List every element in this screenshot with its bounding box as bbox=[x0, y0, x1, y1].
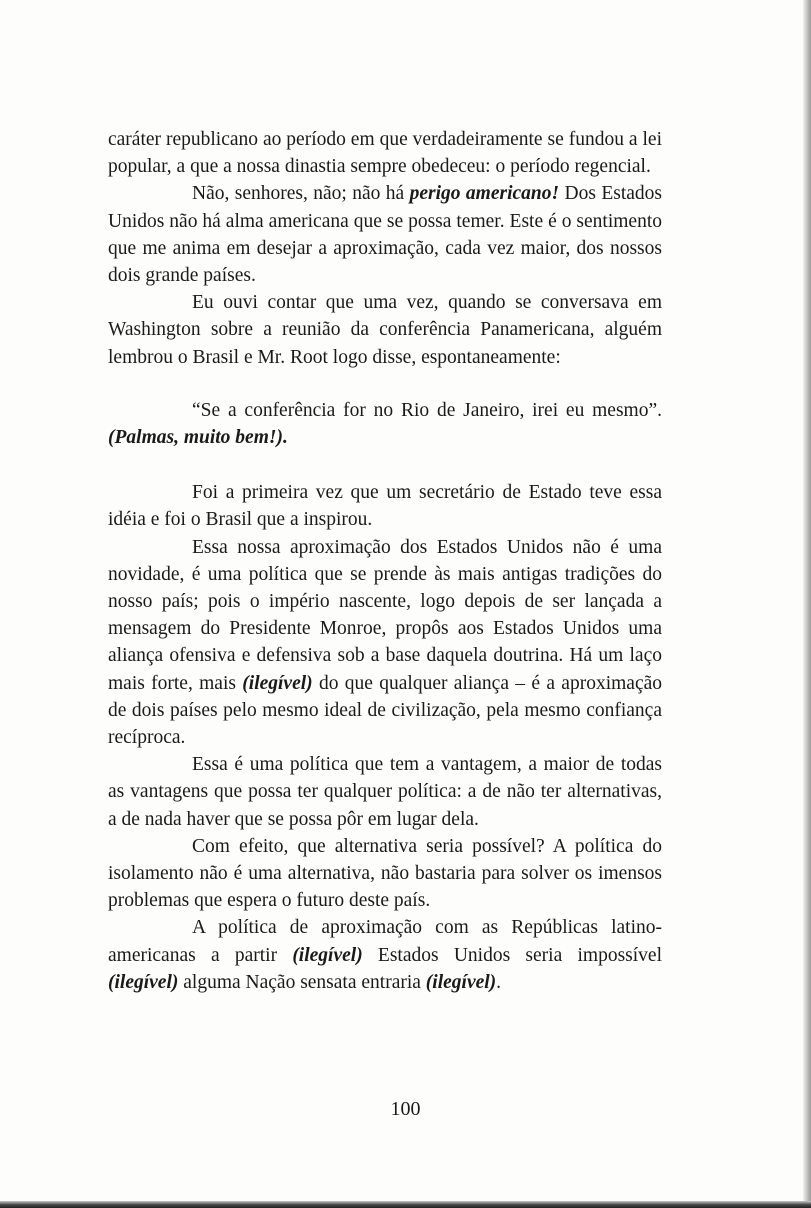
text-run: alguma Nação sensata entraria bbox=[178, 971, 426, 993]
quotation-text: “Se a conferência for no Rio de Janeiro, irei eu mesmo”. bbox=[192, 399, 662, 421]
body-text bbox=[108, 126, 662, 996]
text-run: Eu ouvi contar que uma vez, quando se conversava em Washington sobre a reunião da conferência Panamericana, alguém lembrou o Brasil e Mr. Root logo disse, espontaneamente: bbox=[108, 292, 662, 368]
paragraph bbox=[108, 914, 662, 996]
emphasized-phrase: perigo americano! bbox=[409, 183, 560, 205]
text-run: Foi a primeira vez que um secretário de Estado teve essa idéia e foi o Brasil que a inspirou. bbox=[108, 482, 662, 531]
page-number: 100 bbox=[390, 1098, 421, 1120]
paragraph bbox=[108, 289, 662, 371]
text-run: . bbox=[496, 971, 502, 993]
paragraph bbox=[108, 180, 662, 289]
text-run: Essa é uma política que tem a vantagem, a maior de todas as vantagens que possa ter qualquer política: a de não ter alternativas, a de nada haver que se possa pôr em lugar dela. bbox=[108, 754, 662, 830]
paragraph bbox=[108, 751, 662, 833]
applause-note: (Palmas, muito bem!). bbox=[108, 427, 288, 449]
text-run: Dos Estados Unidos não há alma americana que se possa temer. Este é o sentimento que me anima em desejar a aproximação, cada vez maior, dos nossos dois grande países. bbox=[108, 183, 662, 287]
paragraph bbox=[108, 833, 662, 915]
text-run: Estados Unidos seria impossível bbox=[362, 944, 662, 966]
illegible-note: (ilegível) bbox=[108, 971, 179, 993]
text-run: Com efeito, que alternativa seria possível? A política do isolamento não é uma alternativa, não bastaria para solver os imensos problemas que espera o futuro deste país. bbox=[108, 835, 662, 912]
illegible-note: (ilegível) bbox=[425, 971, 497, 993]
quotation-paragraph bbox=[108, 397, 662, 451]
paragraph bbox=[108, 534, 662, 752]
illegible-note: (ilegível) bbox=[242, 672, 313, 694]
paragraph bbox=[108, 126, 662, 180]
page-bottom-edge bbox=[0, 1201, 811, 1208]
text-run: caráter republicano ao período em que verdadeiramente se fundou a lei popular, a que a nossa dinastia sempre obedeceu: o período regencial. bbox=[108, 129, 662, 178]
paragraph bbox=[108, 479, 662, 533]
page-right-edge bbox=[803, 0, 811, 1208]
text-run: do que qualquer aliança – é a aproximação de dois países pelo mesmo ideal de civilização, pela mesmo confiança recíproca. bbox=[108, 672, 662, 749]
text-run: Essa nossa aproximação dos Estados Unidos não é uma novidade, é uma política que se prende às mais antigas tradições do nosso país; pois o império nascente, logo depois de ser lançada a mensagem do Presidente Monroe, propôs aos Estados Unidos uma aliança ofensiva e defensiva sob a base daquela doutrina. Há um laço mais forte, mais bbox=[108, 536, 662, 694]
illegible-note: (ilegível) bbox=[292, 944, 363, 966]
text-run: A política de aproximação com as Repúblicas latino-americanas a partir bbox=[108, 917, 662, 966]
text-run: Não, senhores, não; não há bbox=[192, 183, 410, 205]
